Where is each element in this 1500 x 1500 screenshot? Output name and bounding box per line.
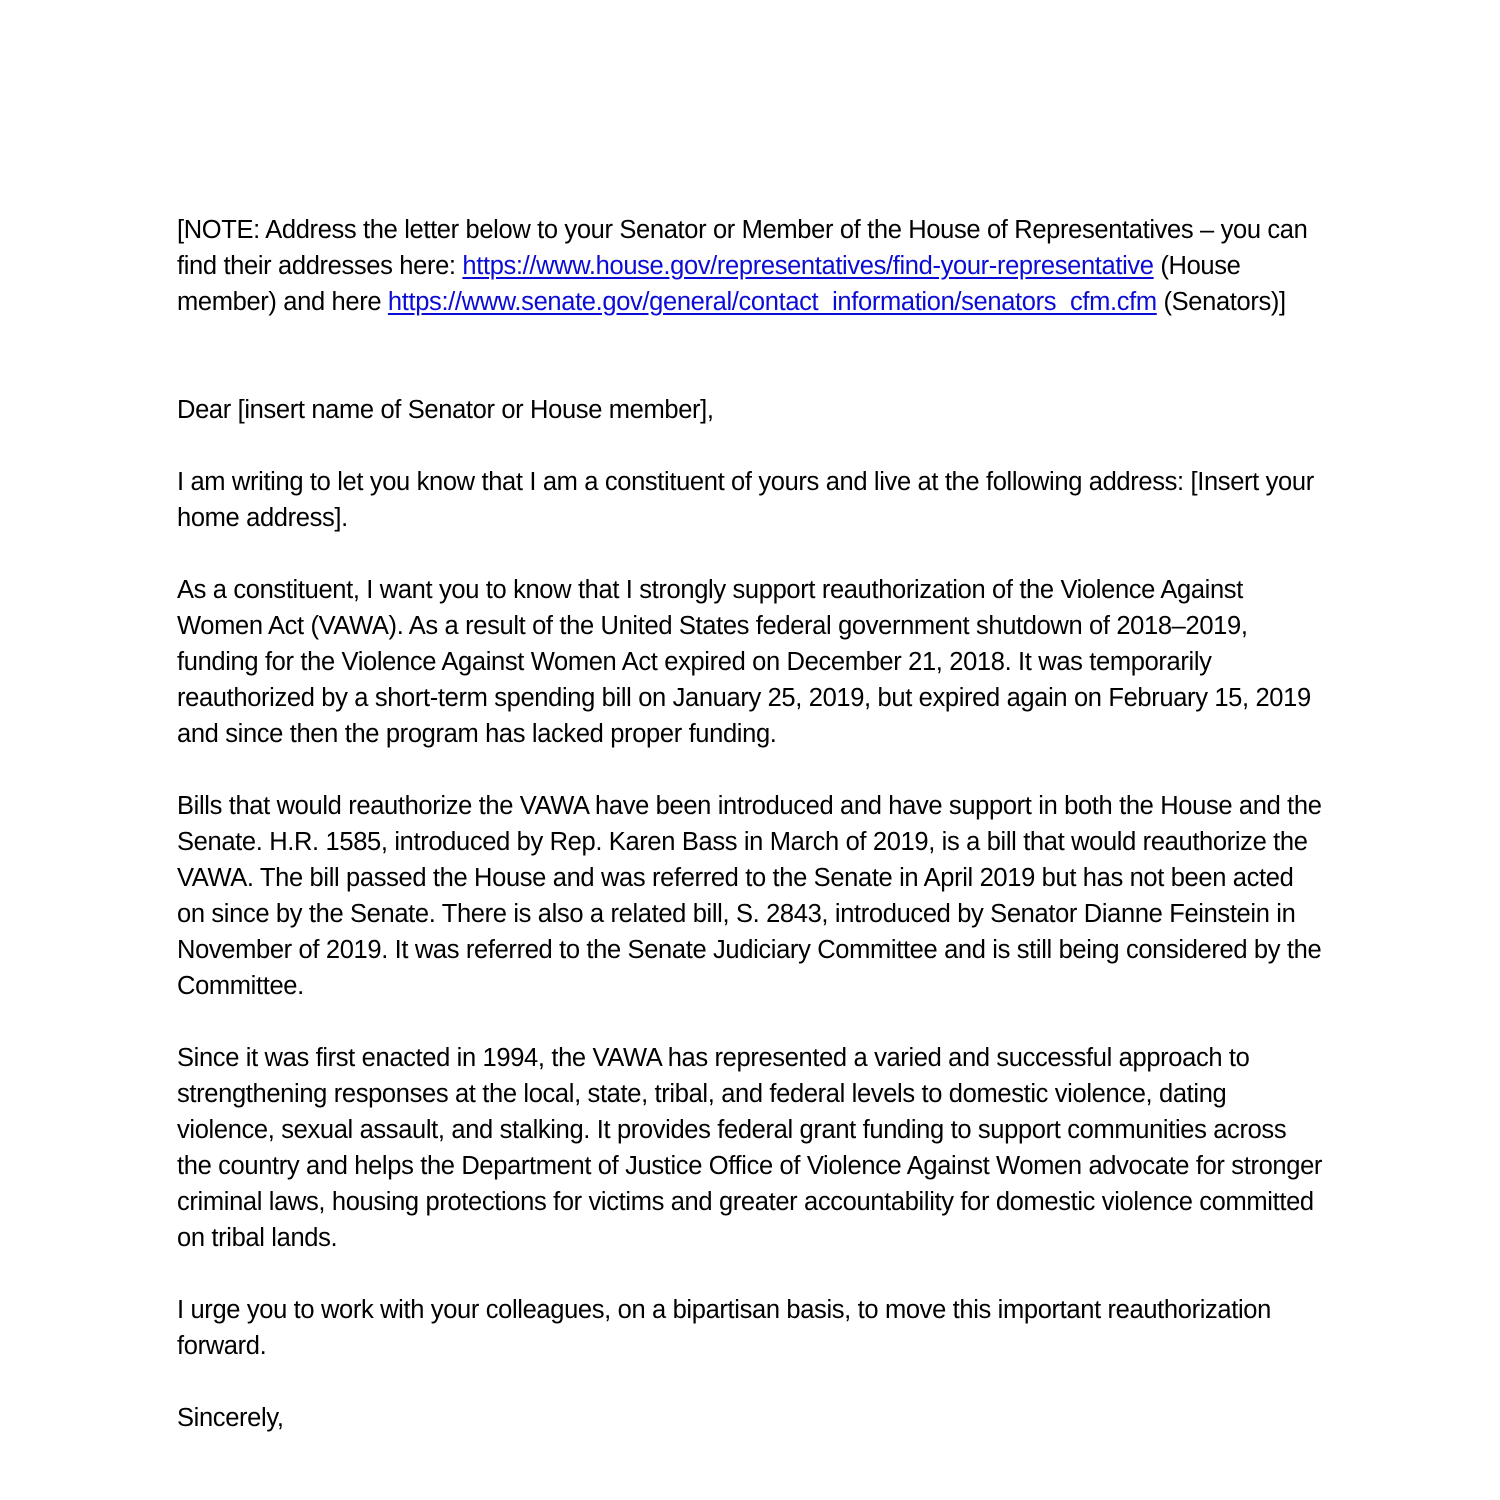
note-prefix: [NOTE: Address the letter below to your Senator or Member of the House of Representatives – you can find their addresses here:	[177, 216, 1308, 280]
note-senate-suffix: (Senators)]	[1156, 288, 1286, 316]
paragraph-constituent-address: I am writing to let you know that I am a constituent of yours and live at the following address: [Insert your home address].	[177, 468, 1314, 532]
instruction-note	[177, 212, 1327, 320]
paragraph-vawa-support: As a constituent, I want you to know that I strongly support reauthorization of the Violence Against Women Act (VAWA). As a result of the United States federal government shutdown of 2018–2019, funding for the Violence Against Women Act expired on December 21, 2018. It was temporarily reauthorized by a short-term spending bill on January 25, 2019, but expired again on February 15, 2019 and since then the program has lacked proper funding.	[177, 576, 1311, 748]
senate-contact-information-link[interactable]: https://www.senate.gov/general/contact_information/senators_cfm.cfm	[387, 288, 1157, 316]
note-house-suffix: (House member) and here	[177, 252, 1241, 316]
paragraph-vawa-history: Since it was first enacted in 1994, the VAWA has represented a varied and successful approach to strengthening responses at the local, state, tribal, and federal levels to domestic violence, dating violence, sexual assault, and stalking. It provides federal grant funding to support communities across the country and helps the Department of Justice Office of Violence Against Women advocate for stronger criminal laws, housing protections for victims and greater accountability for domestic violence committed on tribal lands.	[177, 1044, 1323, 1252]
letter-document	[177, 212, 1327, 1436]
paragraph-urge-action: I urge you to work with your colleagues, on a bipartisan basis, to move this important reauthorization forward.	[177, 1296, 1271, 1360]
paragraph-bills-introduced: Bills that would reauthorize the VAWA have been introduced and have support in both the House and the Senate. H.R. 1585, introduced by Rep. Karen Bass in March of 2019, is a bill that would reauthorize the VAWA. The bill passed the House and was referred to the Senate in April 2019 but has not been acted on since by the Senate. There is also a related bill, S. 2843, introduced by Senator Dianne Feinstein in November of 2019. It was referred to the Senate Judiciary Committee and is still being considered by the Committee.	[177, 792, 1322, 1000]
salutation: Dear [insert name of Senator or House member],	[177, 396, 714, 424]
house-find-representative-link[interactable]: https://www.house.gov/representatives/find-your-representative	[462, 252, 1154, 280]
closing: Sincerely,	[177, 1404, 284, 1432]
